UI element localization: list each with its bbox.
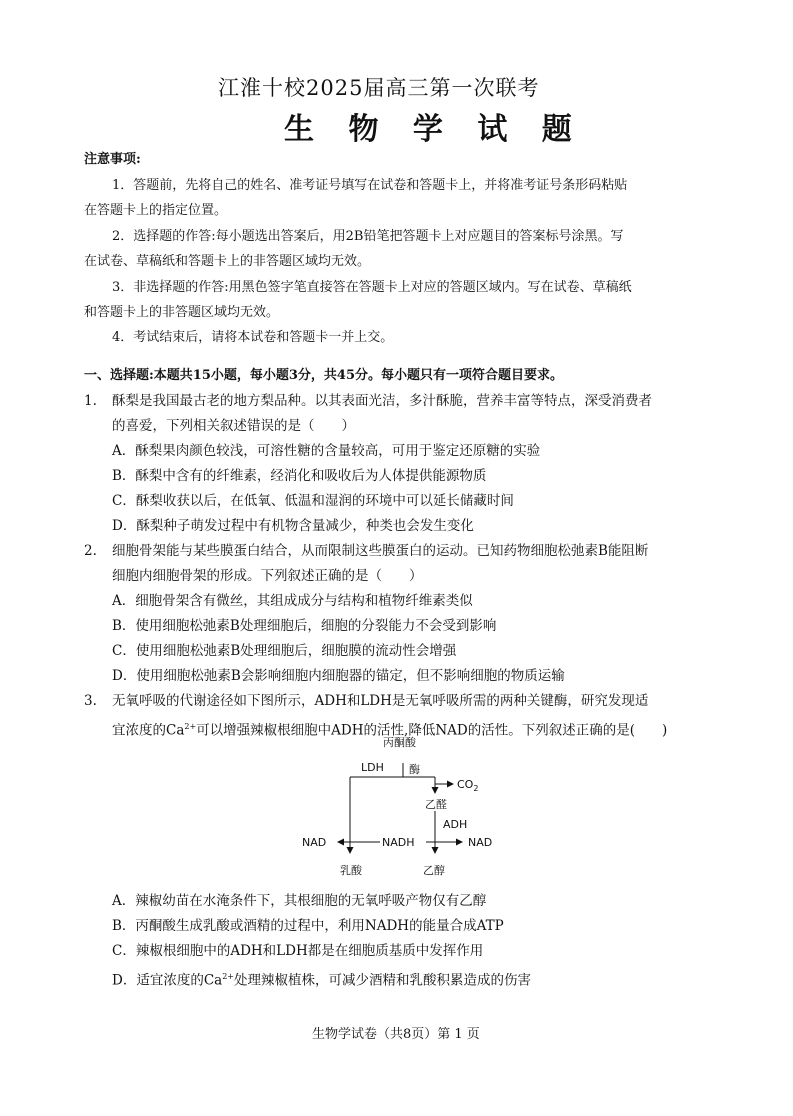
option-c: C．酥梨收获以后，在低氧、低温和湿润的环境中可以延长储藏时间 xyxy=(112,493,514,509)
enzyme-label: 酶 xyxy=(409,763,420,776)
option-b: B．酥梨中含有的纤维素，经消化和吸收后为人体提供能源物质 xyxy=(112,468,487,484)
co2-subscript: 2 xyxy=(473,784,479,794)
lactate-label: 乳酸 xyxy=(340,864,362,877)
note-line: 和答题卡上的非答题区域均无效。 xyxy=(84,305,280,320)
section-heading: 一、选择题:本题共15小题，每小题3分，共45分。每小题只有一项符合题目要求。 xyxy=(84,368,564,383)
ldh-label: LDH xyxy=(361,761,384,774)
question-number: 2. xyxy=(84,543,97,559)
question-stem: 的喜爱，下列相关叙述错误的是（ ） xyxy=(112,418,355,434)
option-d: D．酥梨种子萌发过程中有机物含量减少，种类也会发生变化 xyxy=(112,518,474,534)
adh-label: ADH xyxy=(443,818,468,831)
option-a: A．酥梨果肉颜色较浅，可溶性糖的含量较高，可用于鉴定还原糖的实验 xyxy=(112,443,541,459)
option-d: D．使用细胞松弛素B会影响细胞内细胞器的锚定，但不影响细胞的物质运输 xyxy=(112,668,565,684)
stem-text: 宜浓度的Ca xyxy=(112,722,185,739)
nad-right-label: NAD xyxy=(468,836,493,849)
note-line: 在试卷、草稿纸和答题卡上的非答题区域均无效。 xyxy=(84,254,371,269)
exam-title: 江淮十校2025届高三第一次联考 xyxy=(218,76,540,100)
note-line: 3．非选择题的作答:用黑色签字笔直接答在答题卡上对应的答题区域内。写在试卷、草稿纸 xyxy=(112,280,632,295)
option-b: B．丙酮酸生成乳酸或酒精的过程中，利用NADH的能量合成ATP xyxy=(112,918,504,934)
question-number: 1. xyxy=(84,393,97,409)
question-stem: 酥梨是我国最古老的地方梨品种。以其表面光洁，多汁酥脆，营养丰富等特点，深受消费者 xyxy=(112,393,652,409)
note-line: 4．考试结束后，请将本试卷和答题卡一并上交。 xyxy=(112,330,394,345)
option-a: A．细胞骨架含有微丝，其组成成分与结构和植物纤维素类似 xyxy=(112,593,473,609)
page-footer: 生物学试卷（共8页）第 1 页 xyxy=(312,1027,480,1042)
option-text: D．适宜浓度的Ca xyxy=(112,972,223,989)
superscript: 2+ xyxy=(222,972,234,981)
option-d xyxy=(112,968,531,990)
option-c: C．使用细胞松弛素B处理细胞后，细胞膜的流动性会增强 xyxy=(112,643,457,659)
nadh-label: NADH xyxy=(382,836,415,849)
question-stem: 细胞骨架能与某些膜蛋白结合，从而限制这些膜蛋白的运动。已知药物细胞松弛素B能阻断 xyxy=(112,543,649,559)
superscript: 2+ xyxy=(184,722,197,731)
note-line: 在答题卡上的指定位置。 xyxy=(84,203,228,218)
co2-label xyxy=(457,778,478,793)
option-a: A．辣椒幼苗在水淹条件下，其根细胞的无氧呼吸产物仅有乙醇 xyxy=(112,893,487,909)
ethanol-label: 乙醇 xyxy=(423,864,445,877)
pyruvate-label: 丙酮酸 xyxy=(383,736,416,749)
question-number: 3. xyxy=(84,693,97,709)
option-text: 处理辣椒植株，可减少酒精和乳酸积累造成的伤害 xyxy=(234,972,531,989)
pathway-arrows xyxy=(280,735,520,885)
subject-title: 生 物 学 试 题 xyxy=(284,112,584,147)
co2-text: CO xyxy=(457,778,474,791)
notes-heading: 注意事项: xyxy=(84,152,141,167)
question-stem: 无氧呼吸的代谢途径如下图所示，ADH和LDH是无氧呼吸所需的两种关键酶，研究发现适 xyxy=(112,693,649,709)
option-c: C．辣椒根细胞中的ADH和LDH都是在细胞质基质中发挥作用 xyxy=(112,943,484,959)
note-line: 2．选择题的作答:每小题选出答案后，用2B铅笔把答题卡上对应题目的答案标号涂黑。写 xyxy=(112,229,624,244)
note-line: 1．答题前，先将自己的姓名、准考证号填写在试卷和答题卡上，并将准考证号条形码粘贴 xyxy=(112,178,628,193)
option-b: B．使用细胞松弛素B处理细胞后，细胞的分裂能力不会受到影响 xyxy=(112,618,497,634)
question-stem: 细胞内细胞骨架的形成。下列叙述正确的是（ ） xyxy=(112,568,423,584)
nad-left-label: NAD xyxy=(302,836,327,849)
acetaldehyde-label: 乙醛 xyxy=(425,798,447,811)
stem-text: 可以增强辣椒根细胞中ADH的活性,降低NAD的活性。下列叙述正确的是( ) xyxy=(196,722,668,739)
